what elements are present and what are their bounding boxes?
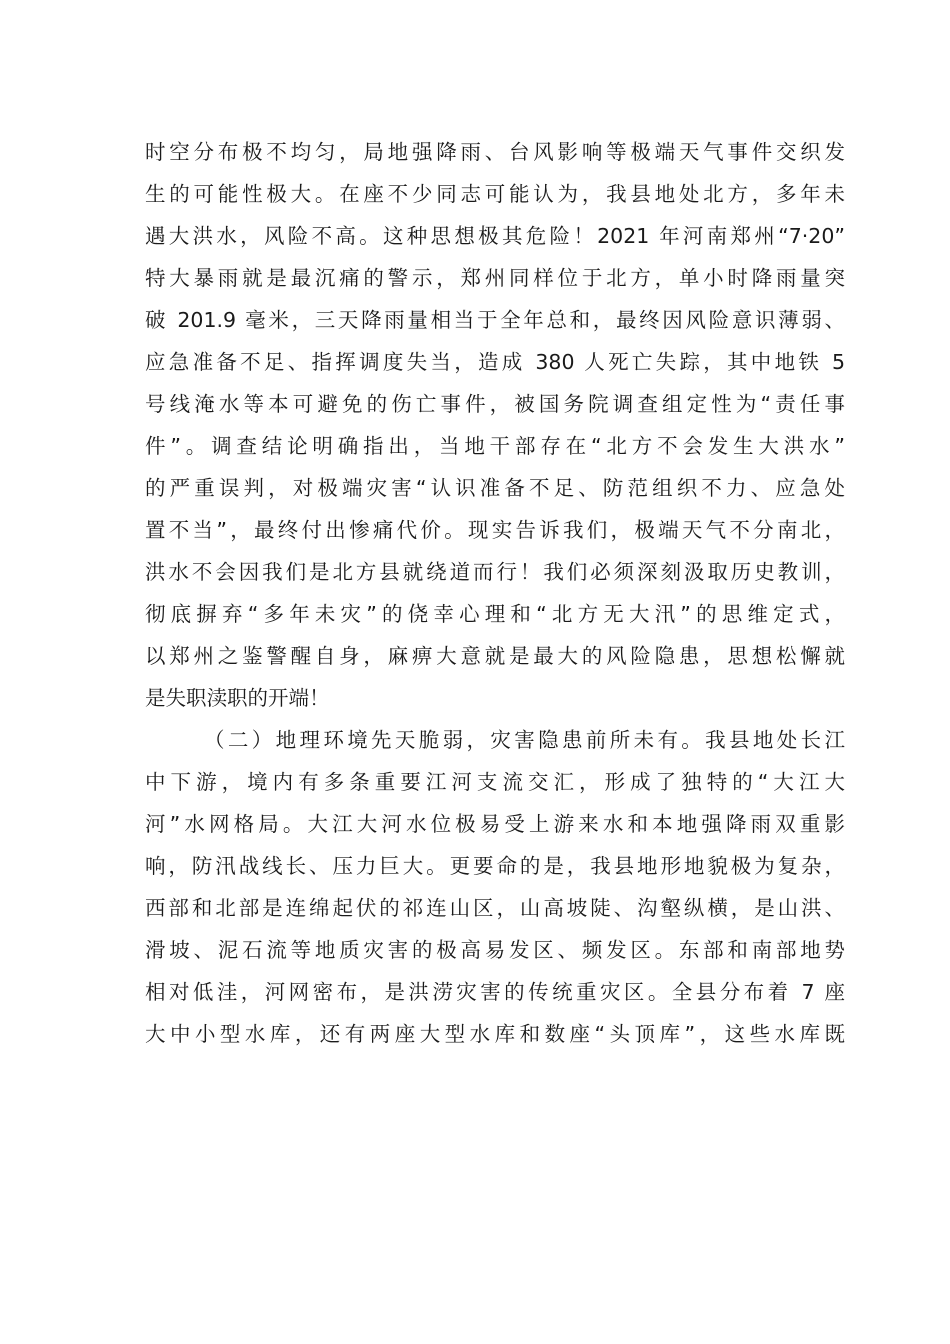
text-line: 的严重误判，对极端灾害“认识准备不足、防范组织不力、应急处 [145, 476, 845, 500]
text-line: 中下游，境内有多条重要江河支流交汇，形成了独特的“大江大 [145, 770, 845, 794]
text-line: 相对低洼，河网密布，是洪涝灾害的传统重灾区。全县分布着 7 座 [145, 980, 845, 1004]
text-line: 生的可能性极大。在座不少同志可能认为，我县地处北方，多年未 [145, 182, 845, 206]
text-line: 彻底摒弃“多年未灾”的侥幸心理和“北方无大汛”的思维定式， [145, 602, 845, 626]
paragraph-2 [145, 719, 845, 1055]
text-line: 河”水网格局。大江大河水位极易受上游来水和本地强降雨双重影 [145, 812, 845, 836]
text-line: 号线淹水等本可避免的伤亡事件，被国务院调查组定性为“责任事 [145, 392, 845, 416]
text-line: 置不当”，最终付出惨痛代价。现实告诉我们，极端天气不分南北， [145, 518, 845, 542]
text-line: 应急准备不足、指挥调度失当，造成 380 人死亡失踪，其中地铁 5 [145, 350, 845, 374]
document-body [145, 131, 845, 1055]
text-line: 破 201.9 毫米，三天降雨量相当于全年总和，最终因风险意识薄弱、 [145, 308, 845, 332]
text-line: 特大暴雨就是最沉痛的警示，郑州同样位于北方，单小时降雨量突 [145, 266, 845, 290]
text-line: 大中小型水库，还有两座大型水库和数座“头顶库”，这些水库既 [145, 1022, 845, 1046]
text-line: 洪水不会因我们是北方县就绕道而行！我们必须深刻汲取历史教训， [145, 560, 845, 584]
text-line: 遇大洪水，风险不高。这种思想极其危险！2021 年河南郑州“7·20” [145, 224, 845, 248]
text-line: 滑坡、泥石流等地质灾害的极高易发区、频发区。东部和南部地势 [145, 938, 845, 962]
text-line: 时空分布极不均匀，局地强降雨、台风影响等极端天气事件交织发 [145, 140, 845, 164]
text-line: （二）地理环境先天脆弱，灾害隐患前所未有。我县地处长江 [204, 728, 845, 752]
text-line: 西部和北部是连绵起伏的祁连山区，山高坡陡、沟壑纵横，是山洪、 [145, 896, 845, 920]
text-line: 以郑州之鉴警醒自身，麻痹大意就是最大的风险隐患，思想松懈就 [145, 644, 845, 668]
text-line: 是失职渎职的开端！ [145, 686, 330, 710]
paragraph-1 [145, 131, 845, 719]
text-line: 件”。调查结论明确指出，当地干部存在“北方不会发生大洪水” [145, 434, 845, 458]
text-line: 响，防汛战线长、压力巨大。更要命的是，我县地形地貌极为复杂， [145, 854, 845, 878]
